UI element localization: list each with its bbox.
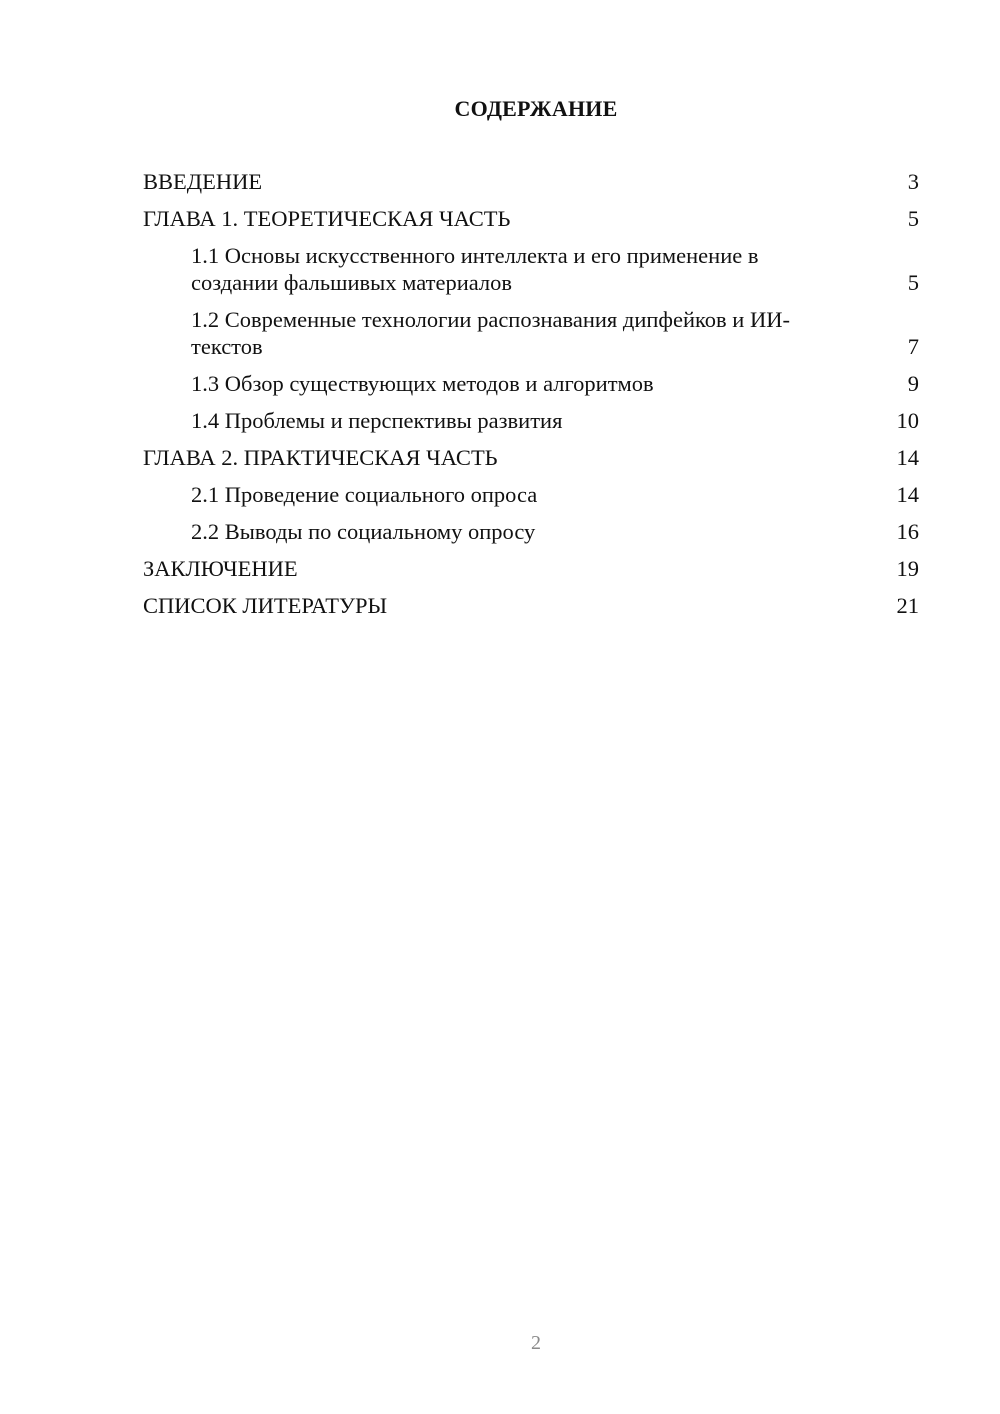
toc-entry-label: ВВЕДЕНИЕ: [143, 169, 263, 194]
toc-entry[interactable]: [143, 242, 919, 296]
toc-entry-label: ГЛАВА 2. ПРАКТИЧЕСКАЯ ЧАСТЬ: [143, 445, 498, 470]
toc-entry-label: 1.4 Проблемы и перспективы развития: [191, 408, 563, 433]
toc-entry[interactable]: [143, 481, 919, 508]
toc-entry-label: СПИСОК ЛИТЕРАТУРЫ: [143, 593, 388, 618]
toc-entry[interactable]: [143, 205, 919, 232]
toc-entry-label: ГЛАВА 1. ТЕОРЕТИЧЕСКАЯ ЧАСТЬ: [143, 206, 511, 231]
page-number: 2: [531, 1332, 541, 1354]
toc-entry-label: ЗАКЛЮЧЕНИЕ: [143, 556, 298, 581]
toc-entry-page: 14: [896, 445, 919, 470]
toc-entry[interactable]: [143, 444, 919, 471]
toc-entry-label: 1.3 Обзор существующих методов и алгоритмов: [191, 371, 654, 396]
toc-entry-page: 5: [907, 206, 919, 231]
toc-entry-label: 1.1 Основы искусственного интеллекта и его применение в создании фальшивых материалов: [191, 243, 759, 295]
toc-entry-page: 9: [907, 371, 919, 396]
toc-entry[interactable]: [143, 555, 919, 582]
toc-entry-page: 19: [896, 556, 919, 581]
table-of-contents: [143, 168, 919, 629]
toc-entry[interactable]: [143, 370, 919, 397]
toc-entry-page: 21: [896, 593, 919, 618]
toc-entry-label: 2.2 Выводы по социальному опросу: [191, 519, 536, 544]
toc-entry[interactable]: [143, 306, 919, 360]
toc-entry-page: 7: [907, 334, 919, 359]
toc-entry-page: 3: [907, 169, 919, 194]
toc-entry-page: 16: [896, 519, 919, 544]
toc-entry-page: 5: [907, 270, 919, 295]
toc-entry[interactable]: [143, 518, 919, 545]
toc-entry[interactable]: [143, 168, 919, 195]
toc-entry-page: 14: [896, 482, 919, 507]
toc-entry-label: 2.1 Проведение социального опроса: [191, 482, 538, 507]
toc-entry-label: 1.2 Современные технологии распознавания дипфейков и ИИ-текстов: [191, 307, 790, 359]
toc-entry-page: 10: [896, 408, 919, 433]
toc-entry[interactable]: [143, 592, 919, 619]
toc-entry[interactable]: [143, 407, 919, 434]
toc-title: СОДЕРЖАНИЕ: [454, 96, 618, 121]
